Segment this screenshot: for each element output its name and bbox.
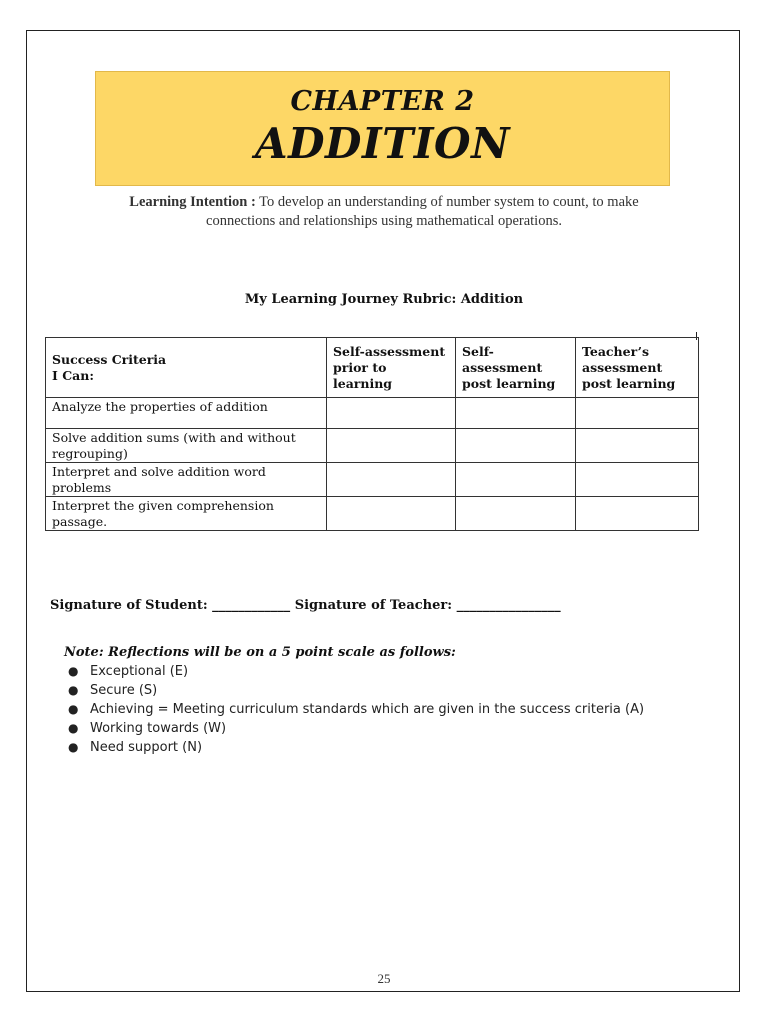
list-item <box>64 738 744 757</box>
scale-item-label: Working towards (W) <box>90 721 227 736</box>
criterion-cell: Interpret and solve addition word problems <box>46 463 327 497</box>
table-row <box>46 463 699 497</box>
chapter-banner <box>95 71 670 186</box>
criterion-cell: Interpret the given comprehension passage. <box>46 497 327 531</box>
header-self-prior: Self-assessment prior to learning <box>327 338 456 398</box>
bullet-icon: ● <box>68 664 79 678</box>
teacher-cell[interactable] <box>576 463 699 497</box>
self-prior-cell[interactable] <box>327 398 456 429</box>
learning-intention-label: Learning Intention : <box>129 194 256 210</box>
header-criteria-line2: I Can: <box>52 367 94 383</box>
learning-intention <box>120 193 648 231</box>
teacher-cell[interactable] <box>576 398 699 429</box>
scale-item-label: Need support (N) <box>90 740 203 755</box>
criterion-cell: Solve addition sums (with and without regrouping) <box>46 429 327 463</box>
page-number: 25 <box>377 971 391 986</box>
header-criteria-line1: Success Criteria <box>52 351 167 367</box>
signature-line: Signature of Student: ____________ Signature of Teacher: ________________ <box>50 598 561 613</box>
chapter-label: CHAPTER 2 <box>290 86 475 117</box>
self-post-cell[interactable] <box>456 497 576 531</box>
list-item <box>64 700 744 719</box>
list-item <box>64 719 744 738</box>
scale-list <box>64 662 744 757</box>
note-title: Note: Reflections will be on a 5 point scale as follows: <box>64 645 456 660</box>
learning-intention-text: To develop an understanding of number system to count, to make connections and relationships using mathematical operations. <box>206 194 639 229</box>
list-item <box>64 662 744 681</box>
header-success-criteria <box>46 338 327 398</box>
rubric-heading: My Learning Journey Rubric: Addition <box>244 292 524 307</box>
self-prior-cell[interactable] <box>327 463 456 497</box>
teacher-cell[interactable] <box>576 429 699 463</box>
bullet-icon: ● <box>68 683 79 697</box>
teacher-cell[interactable] <box>576 497 699 531</box>
rubric-table <box>45 337 699 531</box>
self-post-cell[interactable] <box>456 398 576 429</box>
table-row <box>46 398 699 429</box>
self-prior-cell[interactable] <box>327 429 456 463</box>
rubric-header-row <box>46 338 699 398</box>
chapter-title: ADDITION <box>255 119 510 168</box>
table-row <box>46 429 699 463</box>
header-teacher: Teacher’s assessment post learning <box>576 338 699 398</box>
bullet-icon: ● <box>68 721 79 735</box>
table-row <box>46 497 699 531</box>
self-prior-cell[interactable] <box>327 497 456 531</box>
criterion-cell: Analyze the properties of addition <box>46 398 327 429</box>
scale-item-label: Exceptional (E) <box>90 664 189 679</box>
self-post-cell[interactable] <box>456 429 576 463</box>
scale-item-label: Achieving = Meeting curriculum standards which are given in the success criteria (A) <box>90 702 645 717</box>
note-block <box>64 645 744 757</box>
scale-item-label: Secure (S) <box>90 683 158 698</box>
self-post-cell[interactable] <box>456 463 576 497</box>
header-self-post: Self-assessment post learning <box>456 338 576 398</box>
bullet-icon: ● <box>68 702 79 716</box>
bullet-icon: ● <box>68 740 79 754</box>
list-item <box>64 681 744 700</box>
